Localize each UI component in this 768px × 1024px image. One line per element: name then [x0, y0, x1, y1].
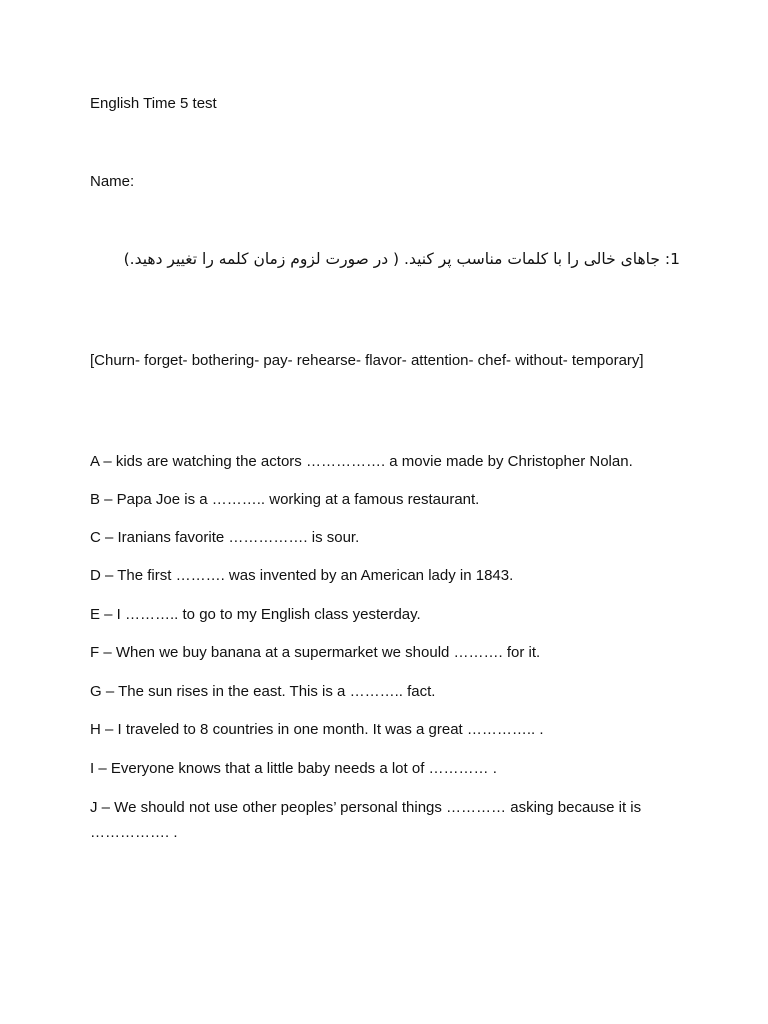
- question-a: A – kids are watching the actors ……………. a movie made by Christopher Nolan.: [90, 453, 633, 470]
- question-c: C – Iranians favorite ……………. is sour.: [90, 529, 360, 546]
- instruction-text: 1: جاهای خالی را با کلمات مناسب پر کنید. ( در صورت لزوم زمان کلمه را تغییر دهید.): [123, 250, 680, 268]
- question-h: H – I traveled to 8 countries in one month. It was a great ………….. .: [90, 721, 544, 738]
- question-e: E – I ……….. to go to my English class yesterday.: [90, 606, 421, 623]
- word-bank: [Churn- forget- bothering- pay- rehearse- flavor- attention- chef- without- temporary]: [90, 352, 644, 369]
- question-j: J – We should not use other peoples’ personal things ………… asking because it is ……………. .: [90, 799, 642, 841]
- question-i: I – Everyone knows that a little baby needs a lot of ………… .: [90, 760, 497, 777]
- name-label: Name:: [90, 173, 135, 190]
- question-d: D – The first ………. was invented by an American lady in 1843.: [90, 567, 514, 584]
- question-b: B – Papa Joe is a ……….. working at a famous restaurant.: [90, 491, 480, 508]
- document-title: English Time 5 test: [90, 95, 217, 112]
- question-f: F – When we buy banana at a supermarket we should ………. for it.: [90, 644, 541, 661]
- document-page: [90, 0, 680, 1024]
- question-g: G – The sun rises in the east. This is a ……….. fact.: [90, 683, 436, 700]
